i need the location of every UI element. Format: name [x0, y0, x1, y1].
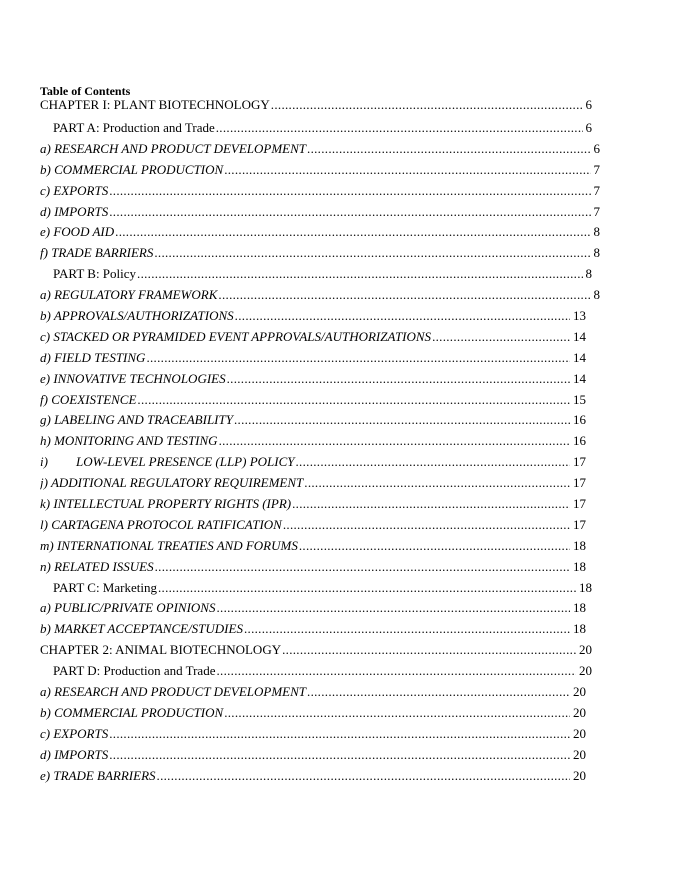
toc-entry[interactable] — [40, 598, 586, 619]
toc-entry[interactable] — [40, 494, 586, 515]
toc-entry[interactable] — [40, 118, 592, 139]
toc-entry-label: f) COEXISTENCE — [40, 391, 137, 407]
toc-leader-dots — [283, 515, 570, 536]
toc-entry[interactable] — [40, 431, 586, 452]
toc-entry[interactable] — [40, 473, 586, 494]
toc-leader-dots — [292, 494, 570, 515]
toc-entry-label: CHAPTER I: PLANT BIOTECHNOLOGY — [40, 98, 270, 112]
toc-entry-label — [40, 452, 295, 473]
toc-entry-label: a) RESEARCH AND PRODUCT DEVELOPMENT — [40, 684, 307, 700]
toc-entry-label: g) LABELING AND TRACEABILITY — [40, 412, 233, 428]
toc-page-number: 7 — [593, 182, 600, 198]
toc-entry[interactable] — [40, 139, 600, 160]
toc-entry-label: PART B: Policy — [53, 266, 137, 282]
toc-entry[interactable] — [40, 515, 586, 536]
toc-leader-dots — [219, 431, 570, 452]
toc-page-number: 18 — [579, 579, 592, 595]
toc-entry[interactable] — [40, 243, 600, 264]
toc-page-number: 17 — [573, 516, 586, 532]
toc-entry[interactable] — [40, 390, 586, 411]
toc-leader-dots — [235, 306, 570, 327]
toc-leader-dots — [158, 578, 576, 599]
toc-page-number: 20 — [573, 725, 586, 741]
toc-leader-dots — [137, 390, 570, 411]
toc-leader-dots — [109, 181, 590, 202]
toc-page-number: 17 — [573, 496, 586, 512]
toc-leader-dots — [234, 410, 570, 431]
toc-leader-dots — [109, 745, 570, 766]
toc-leader-dots — [137, 264, 582, 285]
toc-leader-dots — [218, 285, 590, 306]
toc-leader-dots — [299, 536, 570, 557]
toc-entry[interactable] — [40, 766, 586, 787]
toc-entry[interactable] — [40, 745, 586, 766]
toc-entry[interactable] — [40, 98, 592, 112]
toc-entry-label: e) TRADE BARRIERS — [40, 767, 156, 783]
toc-entry[interactable] — [40, 536, 586, 557]
toc-entry[interactable] — [40, 578, 592, 599]
toc-page-number: 6 — [585, 120, 592, 135]
toc-page-number: 7 — [593, 203, 600, 219]
toc-entry-label: a) REGULATORY FRAMEWORK — [40, 287, 218, 303]
toc-page-number: 14 — [573, 349, 586, 365]
toc-entry-label: k) INTELLECTUAL PROPERTY RIGHTS (IPR) — [40, 496, 292, 512]
toc-leader-dots — [115, 222, 590, 243]
toc-entry[interactable] — [40, 348, 586, 369]
toc-page-number: 18 — [573, 537, 586, 553]
toc-page-number: 8 — [593, 287, 600, 303]
toc-leader-dots — [224, 160, 590, 181]
toc-page-number: 20 — [579, 663, 592, 679]
toc-entry[interactable] — [40, 181, 600, 202]
toc-leader-dots — [296, 452, 571, 473]
toc-entry-number: i) — [40, 454, 48, 470]
toc-entry-label: e) INNOVATIVE TECHNOLOGIES — [40, 370, 226, 386]
toc-entry-label: d) IMPORTS — [40, 746, 109, 762]
toc-leader-dots — [304, 473, 570, 494]
toc-entry-label: b) APPROVALS/AUTHORIZATIONS — [40, 308, 234, 324]
toc-entry-label: PART D: Production and Trade — [53, 663, 216, 679]
toc-entry-label: d) FIELD TESTING — [40, 349, 146, 365]
toc-page-number: 8 — [593, 245, 600, 261]
toc-entry[interactable] — [40, 640, 592, 661]
toc-entry-label: n) RELATED ISSUES — [40, 558, 154, 574]
toc-page-number: 16 — [573, 412, 586, 428]
toc-title: Table of Contents — [40, 84, 131, 98]
document-page — [40, 84, 600, 787]
toc-leader-dots — [109, 724, 570, 745]
toc-leader-dots — [146, 348, 570, 369]
toc-leader-dots — [216, 118, 583, 139]
toc-entry[interactable] — [40, 222, 600, 243]
toc-page-number: 20 — [573, 746, 586, 762]
toc-page-number: 8 — [585, 266, 592, 282]
toc-entry-label: j) ADDITIONAL REGULATORY REQUIREMENT — [40, 475, 304, 491]
toc-page-number: 14 — [573, 370, 586, 386]
toc-entry-label: PART A: Production and Trade — [53, 120, 215, 135]
toc-leader-dots — [155, 557, 570, 578]
toc-entry-label: CHAPTER 2: ANIMAL BIOTECHNOLOGY — [40, 642, 282, 658]
toc-entry[interactable] — [40, 285, 600, 306]
toc-page-number: 14 — [573, 328, 586, 344]
toc-entry-label: PART C: Marketing — [53, 579, 157, 595]
toc-entry[interactable] — [40, 452, 586, 473]
toc-leader-dots — [432, 327, 570, 348]
toc-entry-label: a) PUBLIC/PRIVATE OPINIONS — [40, 600, 216, 616]
toc-entry-label: m) INTERNATIONAL TREATIES AND FORUMS — [40, 537, 298, 553]
toc-entry[interactable] — [40, 619, 586, 640]
toc-entry[interactable] — [40, 661, 592, 682]
toc-leader-dots — [271, 98, 583, 112]
toc-entry-label: c) EXPORTS — [40, 182, 109, 198]
toc-entry-label: h) MONITORING AND TESTING — [40, 433, 218, 449]
toc-entry[interactable] — [40, 327, 586, 348]
toc-page-number: 17 — [573, 475, 586, 491]
toc-page-number: 6 — [585, 98, 592, 112]
toc-page-number: 18 — [573, 558, 586, 574]
toc-entry[interactable] — [40, 410, 586, 431]
toc-entry-label: b) COMMERCIAL PRODUCTION — [40, 161, 224, 177]
toc-entry[interactable] — [40, 703, 586, 724]
toc-entry-label: b) MARKET ACCEPTANCE/STUDIES — [40, 621, 243, 637]
toc-entry-label: f) TRADE BARRIERS — [40, 245, 154, 261]
toc-leader-dots — [307, 682, 570, 703]
toc-page-number: 6 — [593, 140, 600, 156]
toc-leader-dots — [157, 766, 570, 787]
toc-entry[interactable] — [40, 202, 600, 223]
toc-entry-label: l) CARTAGENA PROTOCOL RATIFICATION — [40, 516, 282, 532]
toc-page-number: 20 — [573, 767, 586, 783]
toc-entry-label: d) IMPORTS — [40, 203, 109, 219]
toc-entry[interactable] — [40, 682, 586, 703]
toc-page-number: 13 — [573, 308, 586, 324]
toc-leader-dots — [216, 661, 576, 682]
toc-page-number: 18 — [573, 621, 586, 637]
toc-entry[interactable] — [40, 369, 586, 390]
toc-entry[interactable] — [40, 557, 586, 578]
toc-entry[interactable] — [40, 264, 592, 285]
toc-leader-dots — [216, 598, 570, 619]
toc-leader-dots — [224, 703, 570, 724]
toc-page-number: 8 — [593, 224, 600, 240]
toc-entry-label: b) COMMERCIAL PRODUCTION — [40, 704, 224, 720]
toc-page-number: 20 — [579, 642, 592, 658]
toc-leader-dots — [282, 640, 576, 661]
toc-page-number: 18 — [573, 600, 586, 616]
toc-entry-label: c) STACKED OR PYRAMIDED EVENT APPROVALS/AUTHORIZATIONS — [40, 328, 432, 344]
toc-entry-label: c) EXPORTS — [40, 725, 109, 741]
toc-entry[interactable] — [40, 306, 586, 327]
toc-leader-dots — [307, 139, 590, 160]
toc-list — [40, 98, 600, 787]
toc-page-number: 16 — [573, 433, 586, 449]
toc-leader-dots — [227, 369, 570, 390]
toc-page-number: 20 — [573, 684, 586, 700]
toc-page-number: 17 — [573, 454, 586, 470]
toc-leader-dots — [244, 619, 570, 640]
toc-entry[interactable] — [40, 160, 600, 181]
toc-leader-dots — [154, 243, 590, 264]
toc-page-number: 7 — [593, 161, 600, 177]
toc-page-number: 20 — [573, 704, 586, 720]
toc-leader-dots — [109, 202, 590, 223]
toc-entry-label: e) FOOD AID — [40, 224, 115, 240]
toc-entry[interactable] — [40, 724, 586, 745]
toc-entry-text: LOW-LEVEL PRESENCE (LLP) POLICY — [76, 454, 295, 470]
toc-entry-label: a) RESEARCH AND PRODUCT DEVELOPMENT — [40, 140, 307, 156]
toc-page-number: 15 — [573, 391, 586, 407]
